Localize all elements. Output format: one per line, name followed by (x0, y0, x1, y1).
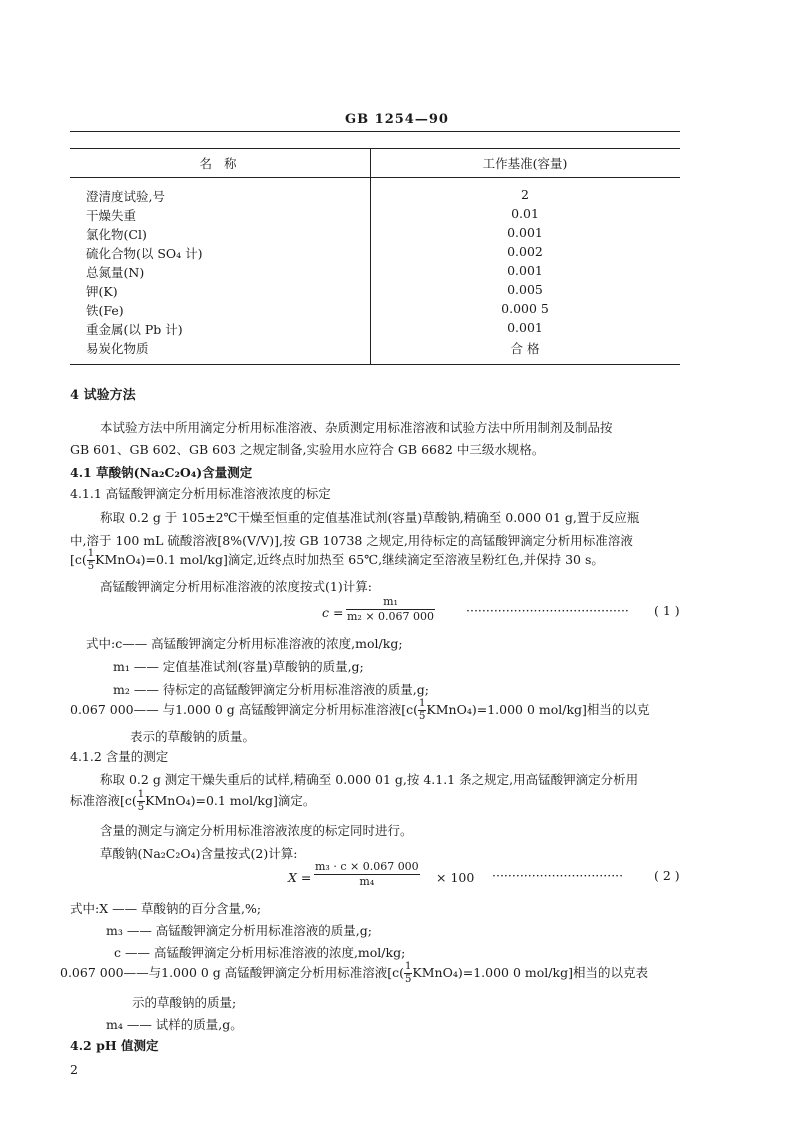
variable-definition: 表示的草酸钠的质量。 (130, 729, 256, 744)
fraction-one-fifth: $\frac{1}{5}$ (87, 548, 95, 572)
table-row-name: 重金属(以 Pb 计) (86, 322, 183, 337)
table-row-value: 0.000 5 (501, 301, 549, 316)
table-row-name: 铁(Fe) (86, 303, 124, 318)
paragraph-line: 草酸钠(Na₂C₂O₄)含量按式(2)计算: (100, 846, 298, 861)
standard-header: GB 1254—90 (345, 112, 449, 127)
table-row-value: 0.001 (507, 225, 543, 240)
table-header-value: 工作基准(容量) (482, 156, 568, 171)
table-row-name: 总氮量(N) (86, 265, 145, 280)
table-row-name: 硫化合物(以 SO₄ 计) (86, 246, 203, 261)
paragraph-line: 标准溶液[c( $\frac{1}{5}$ KMnO₄)=0.1 mol/kg]滴定。 (70, 789, 316, 813)
table-row-name: 氯化物(Cl) (86, 227, 147, 242)
paragraph-line: 称取 0.2 g 测定干燥失重后的试样,精确至 0.000 01 g,按 4.1.1 条之规定,用高锰酸钾滴定分析用 (100, 772, 639, 787)
paragraph-line: 称取 0.2 g 于 105±2℃干燥至恒重的定值基准试剂(容量)草酸钠,精确至 0.000 01 g,置于反应瓶 (100, 510, 640, 525)
paragraph-line: GB 601、GB 602、GB 603 之规定制备,实验用水应符合 GB 6682 中三级水规格。 (70, 442, 545, 457)
table-row-value: 0.001 (507, 263, 543, 278)
subsection-heading: 4.1 草酸钠(Na₂C₂O₄)含量测定 (70, 465, 253, 480)
table-row-value: 0.005 (507, 282, 543, 297)
equation-multiplier: × 100 (436, 870, 475, 885)
equation-2 (314, 860, 420, 889)
table-row-name: 易炭化物质 (86, 341, 149, 356)
equation-lhs: c = (322, 605, 344, 620)
equation-2-fraction: $\frac{\text{m₃ · c × 0.067 000}}{\text{m₄}}$ (315, 860, 419, 888)
fraction-one-fifth: $\frac{1}{5}$ (137, 789, 145, 813)
variable-definition: m₁ —— 定值基准试剂(容量)草酸钠的质量,g; (113, 659, 364, 674)
table-header-name: 名 称 (199, 156, 241, 171)
variable-definition: 0.067 000—— 与1.000 0 g 高锰酸钾滴定分析用标准溶液[c( $\frac{1}{5}$ KMnO₄)=1.000 0 mol/kg]相当的以克 (70, 698, 650, 722)
section-heading: 4 试验方法 (70, 388, 136, 403)
variable-definition: 式中:X —— 草酸钠的百分含量,%; (70, 901, 262, 916)
paragraph-line: 含量的测定与滴定分析用标准溶液浓度的标定同时进行。 (100, 823, 413, 838)
table-row-value: 0.01 (511, 206, 539, 221)
paragraph-line: 高锰酸钾滴定分析用标准溶液的浓度按式(1)计算: (100, 579, 372, 594)
equation-1-fraction: $\frac{\text{m₁}}{\text{m₂ × 0.067 000}}$ (347, 595, 435, 623)
paragraph-line: 本试验方法中所用滴定分析用标准溶液、杂质测定用标准溶液和试验方法中所用制剂及制品按 (100, 420, 613, 435)
table-bottom-rule (70, 364, 680, 365)
fraction-one-fifth: $\frac{1}{5}$ (419, 698, 426, 722)
subsection-heading: 4.2 pH 值测定 (70, 1038, 159, 1053)
paragraph-line: [c( $\frac{1}{5}$ KMnO₄)=0.1 mol/kg]滴定,近终点时加热至 65℃,继续滴定至溶液呈粉红色,并保持 30 s。 (70, 548, 604, 572)
equation-lhs: X = (288, 870, 312, 885)
variable-definition: m₃ —— 高锰酸钾滴定分析用标准溶液的质量,g; (106, 923, 372, 938)
table-row-value: 合 格 (510, 341, 540, 356)
subsection-heading: 4.1.2 含量的测定 (70, 749, 169, 764)
fraction-one-fifth: $\frac{1}{5}$ (405, 961, 412, 985)
variable-definition: m₄ —— 试样的质量,g。 (106, 1017, 243, 1032)
table-row-value: 0.002 (507, 244, 543, 259)
table-row-name: 澄清度试验,号 (86, 189, 165, 204)
equation-number: ( 1 ) (654, 603, 680, 618)
equation-leader-dots: ································· (492, 868, 624, 883)
variable-definition: 示的草酸钠的质量; (132, 995, 237, 1010)
table-row-name: 干燥失重 (86, 208, 137, 223)
table-top-rule (70, 131, 680, 132)
equation-leader-dots: ········································· (466, 603, 629, 618)
equation-1 (346, 595, 435, 624)
variable-definition: m₂ —— 待标定的高锰酸钾滴定分析用标准溶液的质量,g; (113, 682, 429, 697)
table-header-top-rule (70, 148, 680, 149)
table-row-value: 2 (521, 187, 529, 202)
page-number: 2 (70, 1062, 78, 1077)
paragraph-line: 中,溶于 100 mL 硫酸溶液[8%(V/V)],按 GB 10738 之规定,用待标定的高锰酸钾滴定分析用标准溶液 (70, 533, 633, 548)
table-row-value: 0.001 (507, 320, 543, 335)
table-header-bottom-rule (70, 177, 680, 178)
table-row-name: 钾(K) (86, 284, 118, 299)
variable-definition: 式中:c—— 高锰酸钾滴定分析用标准溶液的浓度,mol/kg; (86, 636, 403, 651)
variable-definition: c —— 高锰酸钾滴定分析用标准溶液的浓度,mol/kg; (114, 945, 406, 960)
equation-number: ( 2 ) (654, 868, 680, 883)
variable-definition: 0.067 000——与1.000 0 g 高锰酸钾滴定分析用标准溶液[c( $\frac{1}{5}$ KMnO₄)=1.000 0 mol/kg]相当的以克表 (60, 961, 648, 985)
subsection-heading: 4.1.1 高锰酸钾滴定分析用标准溶液浓度的标定 (70, 486, 331, 501)
